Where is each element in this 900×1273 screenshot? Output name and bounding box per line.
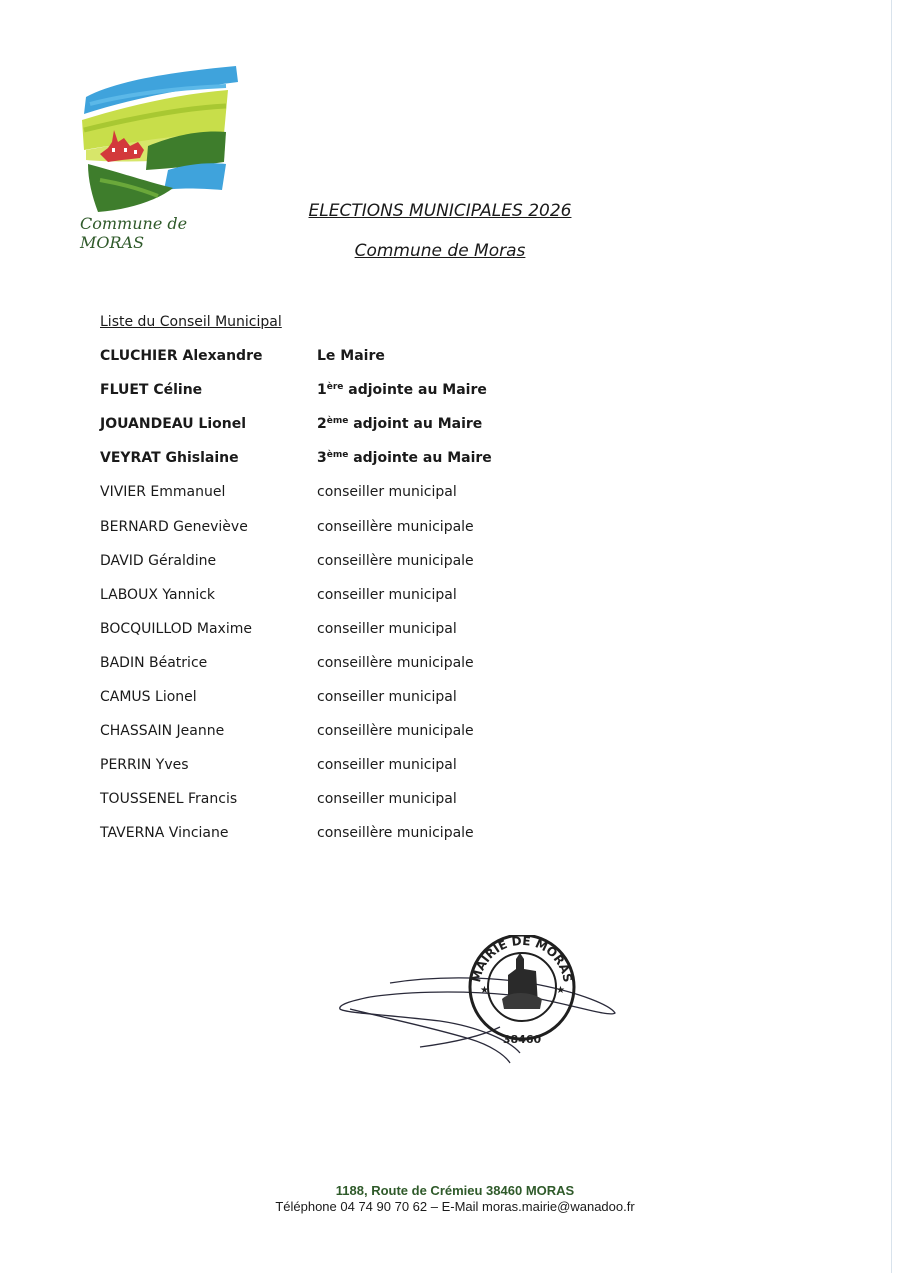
council-member-row xyxy=(100,416,660,438)
stamp-top-text: MAIRIE DE MORAS xyxy=(469,935,575,984)
member-name: PERRIN Yves xyxy=(100,757,189,774)
member-name: CHASSAIN Jeanne xyxy=(100,723,225,740)
footer-address: 1188, Route de Crémieu 38460 MORAS xyxy=(335,1183,575,1198)
member-role xyxy=(317,416,482,432)
council-member-row xyxy=(100,757,660,779)
council-member-row xyxy=(100,791,660,813)
logo-caption: Commune de MORAS xyxy=(80,214,188,252)
council-member-row xyxy=(100,655,660,677)
role-text: conseiller municipal xyxy=(317,689,457,705)
member-role xyxy=(317,348,385,364)
document-title: ELECTIONS MUNICIPALES 2026 xyxy=(308,201,572,221)
council-member-row xyxy=(100,348,660,370)
role-text: conseillère municipale xyxy=(317,654,474,671)
member-role xyxy=(317,519,474,535)
commune-logo xyxy=(78,62,243,214)
member-name: BOCQUILLOD Maxime xyxy=(100,620,252,637)
council-member-row xyxy=(100,621,660,643)
council-member-row xyxy=(100,553,660,575)
role-text: Le Maire xyxy=(317,348,385,364)
member-name: BERNARD Geneviève xyxy=(100,518,248,535)
role-text: adjoint au Maire xyxy=(348,416,483,433)
council-member-row xyxy=(100,723,660,745)
role-text: adjointe au Maire xyxy=(348,450,492,467)
council-member-row xyxy=(100,450,660,472)
role-text: conseillère municipale xyxy=(317,825,474,842)
footer-contact: Téléphone 04 74 90 70 62 – E-Mail moras.mairie@wanadoo.fr xyxy=(275,1199,635,1214)
role-rank: 3 xyxy=(317,450,327,467)
role-rank-suffix: ère xyxy=(326,382,344,393)
role-text: conseillère municipale xyxy=(317,723,474,740)
svg-text:★: ★ xyxy=(480,985,489,996)
member-name: CLUCHIER Alexandre xyxy=(100,348,263,364)
member-role xyxy=(317,450,492,466)
role-text: conseiller municipal xyxy=(317,757,457,774)
role-text: conseillère municipale xyxy=(317,518,474,535)
role-text: conseiller municipal xyxy=(317,484,457,501)
page-edge xyxy=(891,0,892,1273)
member-name: CAMUS Lionel xyxy=(100,689,197,705)
member-name: TAVERNA Vinciane xyxy=(100,825,229,842)
member-name: BADIN Béatrice xyxy=(100,654,208,671)
member-name: VIVIER Emmanuel xyxy=(100,484,226,501)
document-subtitle: Commune de Moras xyxy=(354,241,526,261)
member-name: VEYRAT Ghislaine xyxy=(100,450,239,467)
role-text: conseiller municipal xyxy=(317,791,457,808)
council-list-heading: Liste du Conseil Municipal xyxy=(100,314,282,330)
council-member-row xyxy=(100,382,660,404)
member-role xyxy=(317,553,474,569)
role-text: adjointe au Maire xyxy=(343,382,487,399)
role-rank-suffix: ème xyxy=(326,450,349,461)
member-name: DAVID Géraldine xyxy=(100,552,217,569)
role-rank: 2 xyxy=(317,416,327,433)
footer xyxy=(200,1183,710,1214)
council-member-row xyxy=(100,484,660,506)
role-text: conseiller municipal xyxy=(317,620,457,637)
member-role xyxy=(317,655,474,671)
mairie-stamp xyxy=(469,935,575,1046)
member-role xyxy=(317,723,474,739)
member-name: TOUSSENEL Francis xyxy=(100,791,238,808)
member-role xyxy=(317,621,457,637)
member-name: JOUANDEAU Lionel xyxy=(100,416,247,433)
member-role xyxy=(317,689,457,705)
council-member-row xyxy=(100,519,660,541)
role-rank: 1 xyxy=(317,382,327,399)
role-rank-suffix: ème xyxy=(326,416,349,427)
member-name: FLUET Céline xyxy=(100,382,203,399)
svg-text:★: ★ xyxy=(556,985,565,996)
signature-stamp xyxy=(330,935,630,1075)
council-member-row xyxy=(100,689,660,711)
role-text: conseillère municipale xyxy=(317,552,474,569)
stamp-bottom-text: 38460 xyxy=(502,1033,542,1046)
role-text: conseiller municipal xyxy=(317,586,457,603)
member-role xyxy=(317,484,457,500)
council-member-row xyxy=(100,825,660,847)
member-role xyxy=(317,825,474,841)
member-role xyxy=(317,757,457,773)
council-member-row xyxy=(100,587,660,609)
member-name: LABOUX Yannick xyxy=(100,586,216,603)
member-role xyxy=(317,382,487,398)
member-role xyxy=(317,791,457,807)
member-role xyxy=(317,587,457,603)
